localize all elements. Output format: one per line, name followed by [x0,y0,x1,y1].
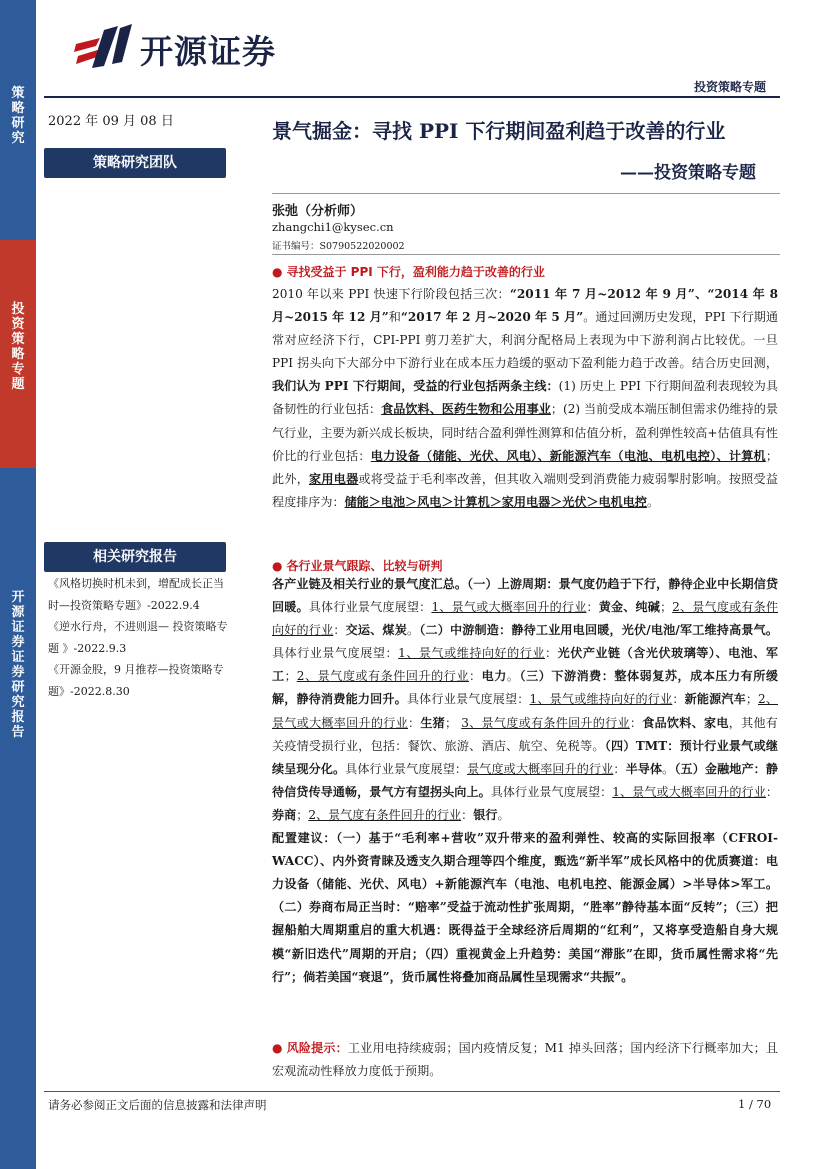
section-title-2: ● 各行业景气跟踪、比较与研判 [272,559,443,573]
analyst-email[interactable]: zhangchi1@kysec.cn [272,220,394,234]
left-strip-bottom [0,468,36,1169]
related-report-item[interactable]: 《风格切换时机未到，增配成长正当时—投资策略专题》-2022.9.4 [48,577,224,612]
footer-disclaimer: 请务必参阅正文后面的信息披露和法律声明 [48,1098,267,1112]
section-2-body: 各产业链及相关行业的景气度汇总。（一）上游周期：景气度仍趋于下行，静待企业中长期信贷回暖。具体行业景气度展望：1、景气或大概率回升的行业：黄金、纯碱；2、景气度或有条件向好的行业：交运、煤炭。（二）中游制造：静待工业用电回暖，光伏/电池/军工维持高景气。具体行业景气度展望：1、景气或维持向好的行业：光伏产业链（含光伏玻璃等）、电池、军工；2、景气度或有条件回升的行业：电力。（三）下游消费：整体弱复苏，成本压力有所缓解，静待消费能力回升。具体行业景气度展望：1、景气或维持向好的行业：新能源汽车；2、景气或大概率回升的行业：生猪； 3、景气度或有条件回升的行业：食品饮料、家电，其他有关疫情受损行业，包括：餐饮、旅游、酒店、航空、免税等。（四）TMT：预计行业景气或继续呈现分化。具体行业景气度展望：景气度或大概率回升的行业：半导体。（五）金融地产：静待信贷传导通畅，景气方有望拐头向上。具体行业景气度展望：1、景气或大概率回升的行业：券商；2、景气度有条件回升的行业：银行。 配置建议：（一）基于“毛利率+营收”双升带来的盈利弹性、较高的实际回报率（CFROI-WACC）、内外资青睐及透支久期合理等四个维度，甄选“新半军”成长风格中的优质赛道：电力设备（储能、光伏、风电）+新能源汽车（电池、电机电控、能源金属）>半导体>军工。（二）券商布局正当时：“赔率”受益于流动性扩张周期，“胜率”静待基本面“反转”；（三）把握船舶大周期重启的重大机遇：既得益于全球经济后周期的“红利”，又将享受造船自身大规模“新旧迭代”周期的开启；（四）重视黄金上升趋势：美国“滞胀”在即，货币属性需求将“先行”；倘若美国“衰退”，货币属性将叠加商品属性呈现需求“共振”。 [272,577,778,984]
related-label-box: 相关研究报告 [44,542,226,572]
logo-text: 开源证券 [140,32,276,71]
left-strip-top-text: 策略研究 [11,86,25,146]
related-report-list [48,573,233,702]
left-strip-top [0,0,36,240]
section-title-1: ● 寻找受益于 PPI 下行，盈利能力趋于改善的行业 [272,265,545,279]
analyst-rule [272,193,780,194]
page-subtitle: ——投资策略专题 [620,163,756,183]
page-title: 景气掘金：寻找 PPI 下行期间盈利趋于改善的行业 [272,119,726,143]
related-report-item[interactable]: 《逆水行舟，不进则退— 投资策略专题 》-2022.9.3 [48,620,228,655]
logo [74,22,314,72]
risk-title: ● 风险提示： [272,1041,348,1055]
section-title-2-text: 各行业景气跟踪、比较与研判 [286,559,443,573]
left-strip-middle-text: 投资策略专题 [11,302,25,392]
section-title-1-text: 寻找受益于 PPI 下行，盈利能力趋于改善的行业 [286,265,545,279]
footer-page-number: 1 / 70 [738,1097,772,1111]
report-date: 2022 年 09 月 08 日 [48,114,174,129]
left-strip-bottom-text: 开源证券 证券研究报告 [11,590,25,740]
team-label-box: 策略研究团队 [44,148,226,178]
analyst-cert: 证书编号：S0790522020002 [272,241,405,252]
analyst-name: 张弛（分析师） [272,204,364,219]
risk-block [272,1037,778,1083]
analyst-rule-bottom [272,254,780,255]
footer-rule [44,1091,780,1092]
risk-text: 工业用电持续疲弱；国内疫情反复；M1 掉头回落；国内经济下行概率加大；且宏观流动性释放力度低于预期。 [272,1041,778,1079]
logo-mark-icon [74,24,136,70]
section-1-body: 2010 年以来 PPI 快速下行阶段包括三次：“2011 年 7 月~2012 年 9 月”、“2014 年 8 月~2015 年 12 月”和“2017 年 2 月~2020 年 5 月”。通过回溯历史发现，PPI 下行期通常对应经济下行，CPI-PPI 剪刀差扩大，利润分配格局上表现为中下游利润占比较优。一旦 PPI 拐头向下大部分中下游行业在成本压力趋缓的驱动下盈利能力趋于改善。结合历史回测，我们认为 PPI 下行期间，受益的行业包括两条主线：(1) 历史上 PPI 下行期间盈利表现较为具备韧性的行业包括：食品饮料、医药生物和公用事业；(2) 当前受成本端压制但需求仍维持的景气行业，主要为新兴成长板块，同时结合盈利弹性测算和估值分析，盈利弹性较高+估值具有性价比的行业包括：电力设备（储能、光伏、风电）、新能源汽车（电池、电机电控）、计算机；此外，家用电器或将受益于毛利率改善，但其收入端则受到消费能力疲弱掣肘影响。按照受益程度排序为：储能＞电池＞风电＞计算机＞家用电器＞光伏＞电机电控。 [272,287,778,509]
header-category: 投资策略专题 [694,80,767,94]
related-report-item[interactable]: 《开源金股，9 月推荐—投资策略专题》-2022.8.30 [48,663,224,698]
left-strip-middle [0,240,36,468]
header-rule [44,96,780,98]
